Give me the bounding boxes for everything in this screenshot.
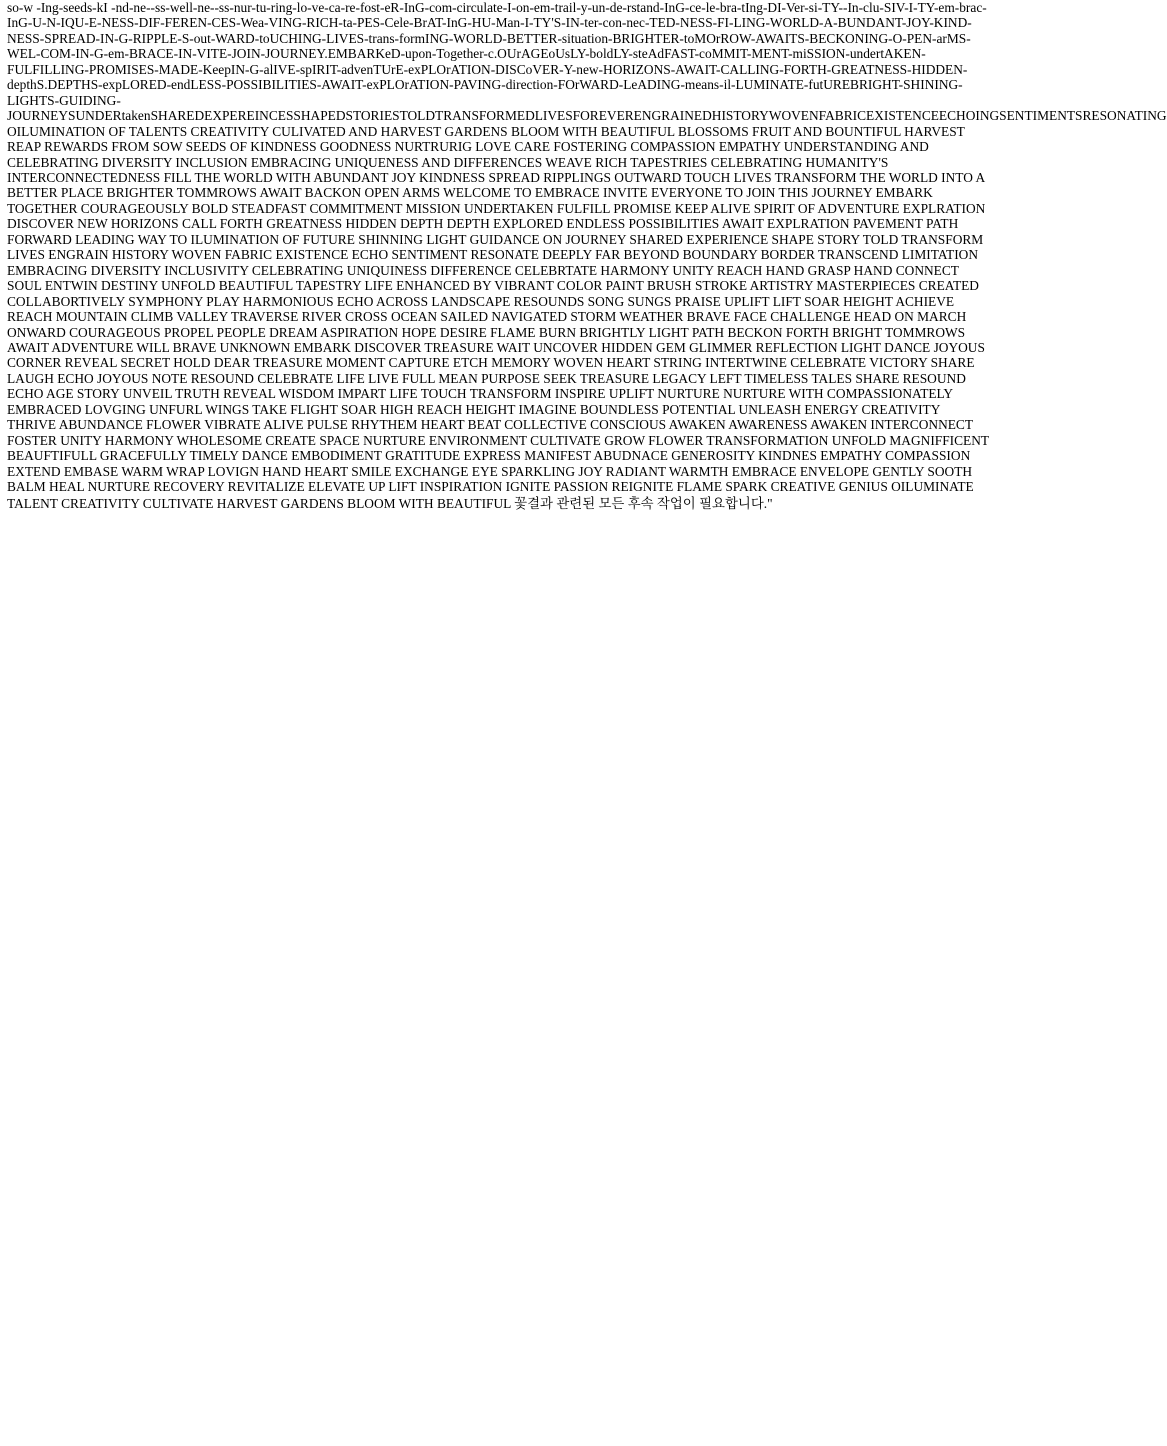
text-line: COLLABORTIVELY SYMPHONY PLAY HARMONIOUS ECHO ACROSS LANDSCAPE RESOUNDS SONG SUNGS PRAISE UPLIFT LIFT SOAR HEIGHT ACHIEVE: [7, 293, 955, 309]
text-line: LIVES ENGRAIN HISTORY WOVEN FABRIC EXISTENCE ECHO SENTIMENT RESONATE DEEPLY FAR BEYOND BOUNDARY BORDER TRANSCEND LIMITATION: [7, 247, 979, 263]
text-line: DISCOVER NEW HORIZONS CALL FORTH GREATNESS HIDDEN DEPTH DEPTH EXPLORED ENDLESS POSSIBILITIES AWAIT EXPLRATION PAVEMENT PATH: [7, 216, 959, 232]
document-page: [7, 0, 1167, 514]
text-line: AWAIT ADVENTURE WILL BRAVE UNKNOWN EMBARK DISCOVER TREASURE WAIT UNCOVER HIDDEN GEM GLIMMER REFLECTION LIGHT DANCE JOYOUS: [7, 339, 985, 355]
text-line: FOSTER UNITY HARMONY WHOLESOME CREATE SPACE NURTURE ENVIRONMENT CULTIVATE GROW FLOWER TRANSFORMATION UNFOLD MAGNIFFICENT: [7, 432, 990, 448]
text-line: depthS.DEPTHS-expLORED-endLESS-POSSIBILITIES-AWAIT-exPLOrATION-PAVING-direction-FOrWARD-LeADING-means-il-LUMINATE-futUREBRIGHT-SHINING-: [7, 77, 963, 93]
text-line: CELEBRATING DIVERSITY INCLUSION EMBRACING UNIQUENESS AND DIFFERENCES WEAVE RICH TAPESTRIES CELEBRATING HUMANITY'S: [7, 154, 889, 170]
text-line: WEL-COM-IN-G-em-BRACE-IN-VITE-JOIN-JOURNEY.EMBARKeD-upon-Together-c.OUrAGEoUsLY-boldLY-steAdFAST-coMMIT-MENT-miSSION-undertAKEN-: [7, 46, 926, 62]
text-line: FULFILLING-PROMISES-MADE-KeepIN-G-alIVE-spIRIT-advenTUrE-exPLOrATION-DISCoVER-Y-new-HORIZONS-AWAIT-CALLING-FORTH-GREATNESS-HIDDEN-: [7, 61, 968, 77]
text-line-final: TALENT CREATIVITY CULTIVATE HARVEST GARDENS BLOOM WITH BEAUTIFUL 꽃결과 관련된 모든 후속 작업이 필요합니다.": [7, 495, 773, 511]
text-line: BALM HEAL NURTURE RECOVERY REVITALIZE ELEVATE UP LIFT INSPIRATION IGNITE PASSION REIGNITE FLAME SPARK CREATIVE GENIUS OILUMINATE: [7, 479, 974, 495]
text-line: TOGETHER COURAGEOUSLY BOLD STEADFAST COMMITMENT MISSION UNDERTAKEN FULFILL PROMISE KEEP ALIVE SPIRIT OF ADVENTURE EXPLRATION: [7, 200, 986, 216]
text-line: LAUGH ECHO JOYOUS NOTE RESOUND CELEBRATE LIFE LIVE FULL MEAN PURPOSE SEEK TREASURE LEGACY LEFT TIMELESS TALES SHARE RESOUND: [7, 370, 966, 386]
text-line: REACH MOUNTAIN CLIMB VALLEY TRAVERSE RIVER CROSS OCEAN SAILED NAVIGATED STORM WEATHER BRAVE FACE CHALLENGE HEAD ON MARCH: [7, 309, 967, 325]
text-line: EMBRACED LOVGING UNFURL WINGS TAKE FLIGHT SOAR HIGH REACH HEIGHT IMAGINE BOUNDLESS POTENTIAL UNLEASH ENERGY CREATIVITY: [7, 401, 941, 417]
text-line: ECHO AGE STORY UNVEIL TRUTH REVEAL WISDOM IMPART LIFE TOUCH TRANSFORM INSPIRE UPLIFT NURTURE NURTURE WITH COMPASSIONATELY: [7, 386, 954, 402]
text-line: INTERCONNECTEDNESS FILL THE WORLD WITH ABUNDANT JOY KINDNESS SPREAD RIPPLINGS OUTWARD TOUCH LIVES TRANSFORM THE WORLD INTO A: [7, 169, 986, 185]
text-line: EXTEND EMBASE WARM WRAP LOVIGN HAND HEART SMILE EXCHANGE EYE SPARKLING JOY RADIANT WARMTH EMBRACE ENVELOPE GENTLY SOOTH: [7, 463, 973, 479]
text-line: NESS-SPREAD-IN-G-RIPPLE-S-out-WARD-toUCHING-LIVES-trans-formING-WORLD-BETTER-situation-BRIGHTER-toMOrROW-AWAITS-BECKONING-O-PEN-arMS-: [7, 30, 971, 46]
text-line: JOURNEYSUNDERtakenSHAREDEXPEREINCESSHAPEDSTORIESTOLDTRANSFORMEDLIVESFOREVERENGRAINEDHISTORYWOVENFABRICEXISTENCEECHOINGSENTIMENTSRESONATING: [7, 108, 1167, 124]
text-line: THRIVE ABUNDANCE FLOWER VIBRATE ALIVE PULSE RHYTHEM HEART BEAT COLLECTIVE CONSCIOUS AWAKEN AWARENESS AWAKEN INTERCONNECT: [7, 417, 974, 433]
text-line: OILUMINATION OF TALENTS CREATIVITY CULIVATED AND HARVEST GARDENS BLOOM WITH BEAUTIFUL BLOSSOMS FRUIT AND BOUNTIFUL HARVEST: [7, 123, 965, 139]
text-line: LIGHTS-GUIDING-: [7, 92, 121, 108]
text-line: CORNER REVEAL SECRET HOLD DEAR TREASURE MOMENT CAPTURE ETCH MEMORY WOVEN HEART STRING INTERTWINE CELEBRATE VICTORY SHARE: [7, 355, 975, 371]
text-line: BETTER PLACE BRIGHTER TOMMROWS AWAIT BACKON OPEN ARMS WELCOME TO EMBRACE INVITE EVERYONE TO JOIN THIS JOURNEY EMBARK: [7, 185, 933, 201]
text-line: ONWARD COURAGEOUS PROPEL PEOPLE DREAM ASPIRATION HOPE DESIRE FLAME BURN BRIGHTLY LIGHT PATH BECKON FORTH BRIGHT TOMMROWS: [7, 324, 966, 340]
text-line: BEAUFTIFULL GRACEFULLY TIMELY DANCE EMBODIMENT GRATITUDE EXPRESS MANIFEST ABUDNACE GENEROSITY KINDNES EMPATHY COMPASSION: [7, 448, 971, 464]
text-line: InG-U-N-IQU-E-NESS-DIF-FEREN-CES-Wea-VING-RICH-ta-PES-Cele-BrAT-InG-HU-Man-I-TY'S-IN-ter-con-nec-TED-NESS-FI-LING-WORLD-A-BUNDANT-JOY-KIND-: [7, 15, 972, 31]
text-line: so-w -Ing-seeds-kI -nd-ne--ss-well-ne--ss-nur-tu-ring-lo-ve-ca-re-fost-eR-InG-com-circulate-I-on-em-trail-y-un-de-rstand-InG-ce-le-bra-tIng-DI-Ver-si-TY--In-clu-SIV-I-TY-em-brac-: [7, 0, 987, 15]
body-text: [7, 0, 1167, 514]
text-line: FORWARD LEADING WAY TO ILUMINATION OF FUTURE SHINNING LIGHT GUIDANCE ON JOURNEY SHARED EXPERIENCE SHAPE STORY TOLD TRANSFORM: [7, 231, 984, 247]
text-line: REAP REWARDS FROM SOW SEEDS OF KINDNESS GOODNESS NURTRURIG LOVE CARE FOSTERING COMPASSION EMPATHY UNDERSTANDING AND: [7, 139, 929, 155]
text-line: SOUL ENTWIN DESTINY UNFOLD BEAUTIFUL TAPESTRY LIFE ENHANCED BY VIBRANT COLOR PAINT BRUSH STROKE ARTISTRY MASTERPIECES CREATED: [7, 278, 979, 294]
text-line: EMBRACING DIVERSITY INCLUSIVITY CELEBRATING UNIQUINESS DIFFERENCE CELEBRTATE HARMONY UNITY REACH HAND GRASP HAND CONNECT: [7, 262, 959, 278]
